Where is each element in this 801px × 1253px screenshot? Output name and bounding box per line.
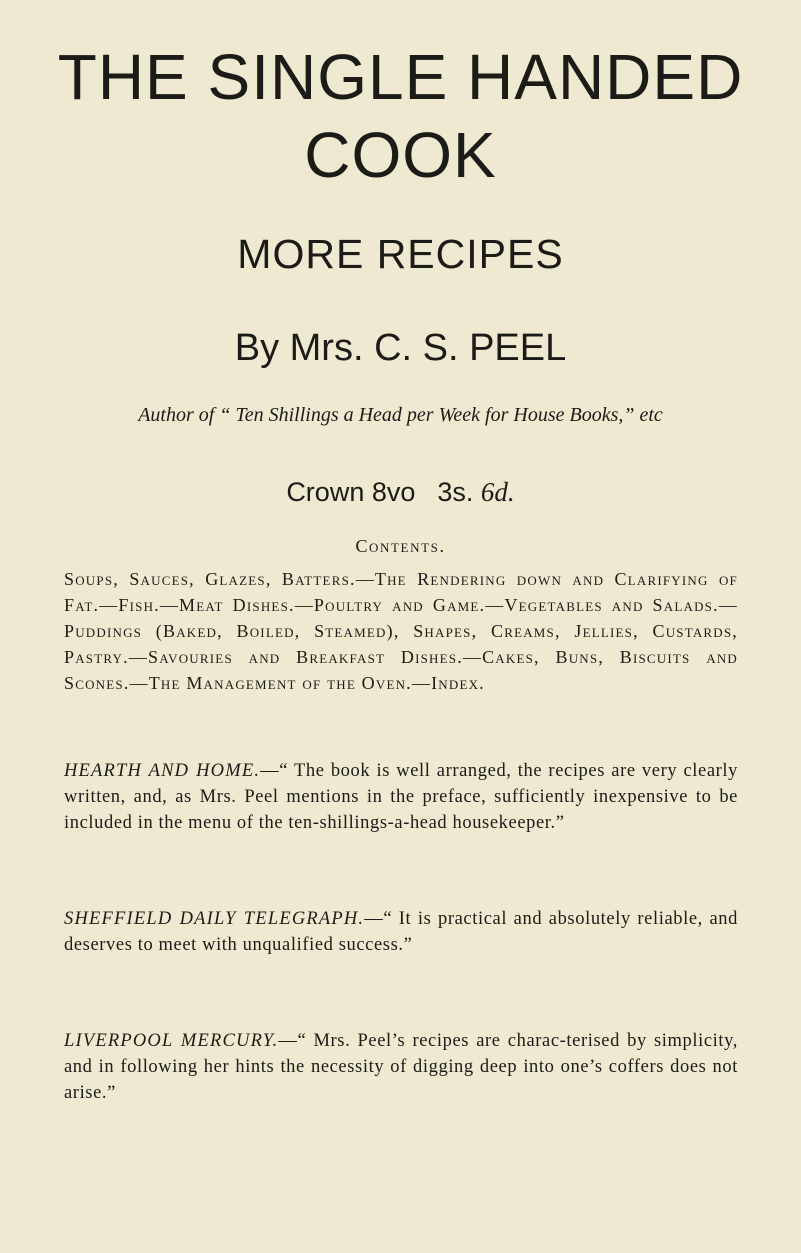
price-pence: 6d. <box>480 477 515 507</box>
author-note <box>0 398 801 433</box>
contents-list: Soups, Sauces, Glazes, Batters.—The Rendering down and Clarifying of Fat.—Fish.—Meat Dishes.—Poultry and Game.—Vegetables and Salads.—Puddings (Baked, Boiled, Steamed), Shapes, Creams, Jellies, Custards, Pastry.—Savouries and Breakfast Dishes.—Cakes, Buns, Biscuits and Scones.—The Management of the Oven.—Index. <box>64 569 738 693</box>
review-source: SHEFFIELD DAILY TELEGRAPH. <box>64 909 365 929</box>
review-liverpool-mercury <box>64 1028 738 1106</box>
byline <box>0 325 801 371</box>
author-note-prefix: Author of <box>138 404 220 426</box>
contents-heading: Contents. <box>355 536 446 556</box>
book-format: Crown 8vo <box>286 477 416 507</box>
review-sheffield-daily-telegraph <box>64 906 738 958</box>
review-source: HEARTH AND HOME. <box>64 761 261 781</box>
review-source: LIVERPOOL MERCURY. <box>64 1031 279 1051</box>
author-note-works: “ Ten Shillings a Head per Week for House Books,” <box>219 404 635 426</box>
price-line <box>0 475 801 509</box>
author-name: Mrs. C. S. PEEL <box>289 327 567 369</box>
author-note-suffix: etc <box>634 404 663 426</box>
book-title-line-2: COOK <box>304 119 497 191</box>
review-hearth-and-home <box>64 758 738 836</box>
review-quote: —“ The book is well arranged, the recipes are very clearly written, and, as Mrs. Peel mentions in the preface, sufficiently inexpensive to be included in the menu of the ten-shillings-a-head housekeeper.” <box>64 761 738 833</box>
byline-by: By <box>234 327 280 369</box>
book-subtitle: MORE RECIPES <box>237 231 564 277</box>
review-quote: —“ Mrs. Peel’s recipes are charac-terised by simplicity, and in following her hints the necessity of digging deep into one’s coffers does not arise.” <box>64 1031 738 1103</box>
price-shillings: 3s. <box>437 477 474 507</box>
book-title-line-1: THE SINGLE HANDED <box>57 41 744 113</box>
review-quote: —“ It is practical and absolutely reliable, and deserves to meet with unqualified success.” <box>64 909 738 955</box>
